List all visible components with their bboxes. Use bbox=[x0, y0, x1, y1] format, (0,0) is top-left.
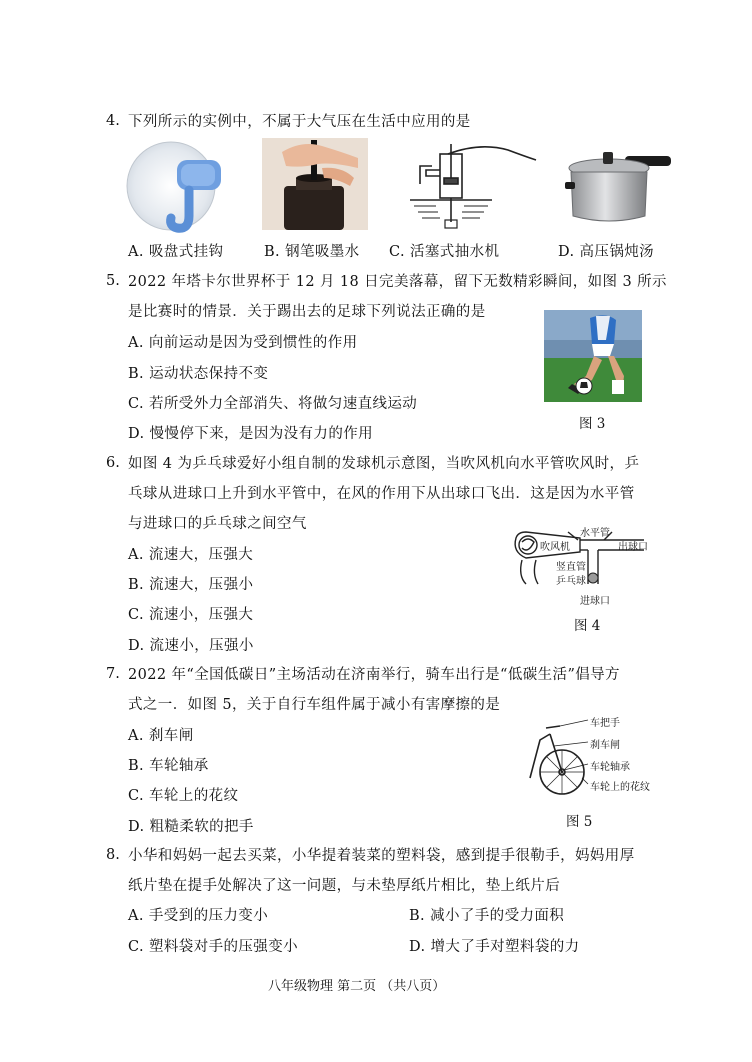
figure-3-caption: 图 3 bbox=[579, 416, 606, 432]
bicycle-diagram bbox=[526, 712, 666, 804]
suction-hook-image bbox=[125, 138, 235, 236]
q4-option-b: B. 钢笔吸墨水 bbox=[264, 244, 360, 260]
pressure-cooker-image bbox=[565, 146, 673, 232]
question-4-number: 4. bbox=[106, 113, 120, 129]
q6-option-a: A. 流速大，压强大 bbox=[128, 547, 254, 563]
serving-machine-diagram bbox=[508, 520, 668, 610]
label-blower: 吹风机 bbox=[540, 542, 570, 553]
question-7-line-1: 2022 年“全国低碳日”主场活动在济南举行，骑车出行是“低碳生活”倡导方 bbox=[128, 667, 620, 683]
q7-option-b: B. 车轮轴承 bbox=[128, 758, 209, 774]
soccer-kick-photo bbox=[544, 310, 642, 402]
question-7-number: 7. bbox=[106, 666, 120, 682]
q7-option-c: C. 车轮上的花纹 bbox=[128, 788, 239, 804]
question-8-line-2: 纸片垫在提手处解决了这一问题，与未垫厚纸片相比，垫上纸片后 bbox=[128, 878, 561, 894]
piston-pump-diagram bbox=[390, 140, 540, 232]
q5-option-b: B. 运动状态保持不变 bbox=[128, 366, 269, 382]
q7-option-d: D. 粗糙柔软的把手 bbox=[128, 819, 254, 835]
question-7-line-2: 式之一．如图 5，关于自行车组件属于减小有害摩擦的是 bbox=[128, 697, 501, 713]
question-6-line-2: 乓球从进球口上升到水平管中，在风的作用下从出球口飞出．这是因为水平管 bbox=[128, 486, 635, 502]
q8-option-a: A. 手受到的压力变小 bbox=[128, 908, 269, 924]
q6-option-c: C. 流速小，压强大 bbox=[128, 607, 254, 623]
label-bearing: 车轮轴承 bbox=[590, 762, 630, 773]
q7-option-a: A. 刹车闸 bbox=[128, 728, 194, 744]
pen-ink-bottle-image bbox=[262, 138, 368, 230]
q5-option-a: A. 向前运动是因为受到惯性的作用 bbox=[128, 335, 358, 351]
question-5-number: 5. bbox=[106, 273, 120, 289]
q6-option-b: B. 流速大，压强小 bbox=[128, 577, 254, 593]
label-outlet: 出球口 bbox=[618, 542, 648, 553]
q4-option-d: D. 高压锅炖汤 bbox=[558, 244, 655, 260]
q4-option-c: C. 活塞式抽水机 bbox=[389, 244, 500, 260]
figure-5-caption: 图 5 bbox=[566, 814, 593, 830]
label-inlet: 进球口 bbox=[580, 596, 610, 607]
question-6-number: 6. bbox=[106, 455, 120, 471]
label-ping-pong-ball: 乒乓球 bbox=[556, 576, 586, 587]
question-6-line-3: 与进球口的乒乓球之间空气 bbox=[128, 516, 307, 532]
q6-option-d: D. 流速小，压强小 bbox=[128, 638, 254, 654]
label-horizontal-pipe: 水平管 bbox=[580, 528, 610, 539]
label-brake: 刹车闸 bbox=[590, 740, 620, 751]
question-5-line-2: 是比赛时的情景．关于踢出去的足球下列说法正确的是 bbox=[128, 304, 486, 320]
question-8-number: 8. bbox=[106, 847, 120, 863]
page-footer: 八年级物理 第二页 （共八页） bbox=[268, 979, 446, 994]
label-tread: 车轮上的花纹 bbox=[590, 782, 650, 793]
q5-option-d: D. 慢慢停下来，是因为没有力的作用 bbox=[128, 426, 374, 442]
q8-option-d: D. 增大了手对塑料袋的力 bbox=[409, 939, 580, 955]
question-8-line-1: 小华和妈妈一起去买菜，小华提着装菜的塑料袋，感到提手很勒手，妈妈用厚 bbox=[128, 848, 635, 864]
label-vertical-pipe: 竖直管 bbox=[556, 562, 586, 573]
question-4-stem: 下列所示的实例中，不属于大气压在生活中应用的是 bbox=[128, 114, 471, 130]
label-handlebar: 车把手 bbox=[590, 718, 620, 729]
q8-option-c: C. 塑料袋对手的压强变小 bbox=[128, 939, 298, 955]
q8-option-b: B. 减小了手的受力面积 bbox=[409, 908, 565, 924]
question-6-line-1: 如图 4 为乒乓球爱好小组自制的发球机示意图，当吹风机向水平管吹风时，乒 bbox=[128, 456, 640, 472]
q5-option-c: C. 若所受外力全部消失、将做匀速直线运动 bbox=[128, 396, 418, 412]
figure-4-caption: 图 4 bbox=[574, 618, 601, 634]
question-5-line-1: 2022 年塔卡尔世界杯于 12 月 18 日完美落幕，留下无数精彩瞬间，如图 3 所示 bbox=[128, 274, 667, 290]
q4-option-a: A. 吸盘式挂钩 bbox=[128, 244, 224, 260]
